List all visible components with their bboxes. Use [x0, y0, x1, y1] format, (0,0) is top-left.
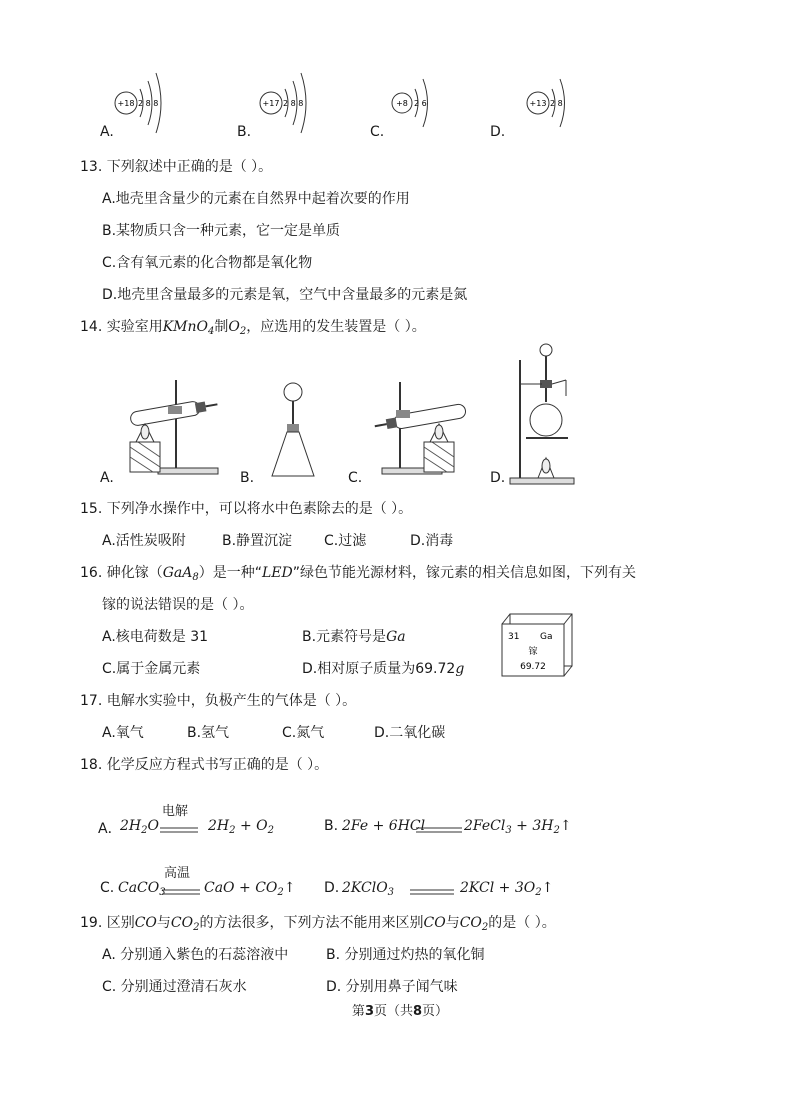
q18-a-condition: 电解	[162, 804, 189, 819]
q14-tail: ，应选用的发生装置是（ ）。	[246, 319, 426, 335]
apparatus-c	[372, 372, 482, 482]
q19-option-a[interactable]: A. 分别通入紫色的石蕊溶液中	[102, 947, 289, 963]
nucleus-a: +18	[117, 99, 135, 108]
q16-option-d[interactable]: D.相对原子质量为69.72g	[302, 661, 465, 677]
q15-option-a[interactable]: A.活性炭吸附	[102, 533, 186, 549]
gallium-element-tile	[500, 612, 576, 678]
atom-label-d[interactable]: D.	[490, 124, 506, 140]
q16-led: LED	[262, 565, 293, 581]
current-page: 3	[364, 1004, 374, 1019]
apparatus-b	[268, 380, 318, 480]
question-13-stem: 13. 下列叙述中正确的是（ ）。	[80, 159, 273, 175]
apparatus-d	[506, 340, 578, 488]
atom-diagram-c	[388, 65, 458, 135]
q16-option-a[interactable]: A.核电荷数是 31	[102, 629, 209, 645]
nucleus-b: +17	[262, 99, 280, 108]
apparatus-label-d[interactable]: D.	[490, 470, 506, 486]
total-pages: 8	[413, 1004, 423, 1019]
atom-diagram-d	[522, 65, 592, 135]
q16-option-c[interactable]: C.属于金属元素	[102, 661, 201, 677]
question-18-stem: 18. 化学反应方程式书写正确的是（ ）。	[80, 757, 329, 773]
page-footer: 第3页（共8页）	[351, 1004, 449, 1019]
q13-option-c[interactable]: C.含有氧元素的化合物都是氧化物	[102, 255, 313, 271]
tile-number: 31	[508, 632, 520, 642]
q17-option-d[interactable]: D.二氧化碳	[374, 725, 446, 741]
q17-option-c[interactable]: C.氮气	[282, 725, 325, 741]
q15-option-c[interactable]: C.过滤	[324, 533, 367, 549]
shells-c: 2 6	[414, 99, 427, 108]
q18-c-condition: 高温	[164, 866, 191, 881]
q14-o2: $O_2$	[228, 319, 247, 337]
question-17-stem: 17. 电解水实验中，负极产生的气体是（ ）。	[80, 693, 357, 709]
question-16-stem-line2: 镓的说法错误的是（ ）。	[102, 597, 254, 613]
q19-option-c[interactable]: C. 分别通过澄清石灰水	[102, 979, 247, 995]
q16-option-b[interactable]: B.元素符号是Ga	[302, 629, 406, 645]
question-14-stem	[80, 316, 426, 337]
q19-option-b[interactable]: B. 分别通过灼热的氧化铜	[326, 947, 485, 963]
q19-option-d[interactable]: D. 分别用鼻子闻气味	[326, 979, 458, 995]
atom-diagrams	[0, 60, 800, 150]
question-15-stem: 15. 下列净水操作中，可以将水中色素除去的是（ ）。	[80, 501, 413, 517]
tile-name: 镓	[528, 647, 538, 657]
atom-diagram-b	[255, 65, 325, 135]
q17-option-b[interactable]: B.氢气	[187, 725, 230, 741]
question-16-stem: 16. 砷化镓（GaA$_8$）是一种“LED”绿色节能光源材料，镓元素的相关信息如图，下列有关	[80, 565, 637, 583]
q14-formula: KMnO$_4$	[162, 319, 215, 337]
tile-mass: 69.72	[520, 662, 546, 672]
q14-mid: 制	[214, 319, 229, 335]
tile-symbol: Ga	[540, 632, 553, 642]
q15-option-d[interactable]: D.消毒	[410, 533, 454, 549]
atom-label-a[interactable]: A.	[100, 124, 114, 140]
q13-option-a[interactable]: A.地壳里含量少的元素在自然界中起着次要的作用	[102, 191, 410, 207]
nucleus-c: +8	[396, 99, 408, 108]
q15-option-b[interactable]: B.静置沉淀	[222, 533, 293, 549]
atom-label-c[interactable]: C.	[370, 124, 385, 140]
q18-option-c[interactable]: C. CaCO$_3$ 高温 CaO + $CO_2↑$	[100, 866, 300, 906]
apparatus-label-c[interactable]: C.	[348, 470, 363, 486]
question-19-stem: 19. 区别CO与$CO_2$的方法很多，下列方法不能用来区别CO与$CO_2$的是（ ）。	[80, 915, 556, 933]
shells-d: 2 8	[550, 99, 563, 108]
q18-option-b[interactable]: B. 2Fe + 6HCl 2FeCl$_3$ + $3H_2↑$	[324, 818, 572, 836]
q13-option-d[interactable]: D.地壳里含量最多的元素是氧，空气中含量最多的元素是氮	[102, 287, 468, 303]
apparatus-a	[118, 372, 228, 482]
q14-num: 14. 实验室用	[80, 319, 163, 335]
q17-option-a[interactable]: A.氧气	[102, 725, 144, 741]
nucleus-d: +13	[529, 99, 547, 108]
q18-option-a[interactable]: A． $2H_2O$ 电解 $2H_2 + O_2$	[98, 800, 278, 840]
shells-b: 2 8 8	[283, 99, 304, 108]
q13-option-b[interactable]: B.某物质只含一种元素，它一定是单质	[102, 223, 341, 239]
atom-label-b[interactable]: B.	[237, 124, 252, 140]
apparatus-label-b[interactable]: B.	[240, 470, 255, 486]
q18-option-d[interactable]: D. 2KClO$_3$ $2KCl + 3O_2↑$	[324, 880, 554, 898]
apparatus-label-a[interactable]: A.	[100, 470, 114, 486]
atom-diagram-a	[110, 65, 180, 135]
shells-a: 2 8 8	[138, 99, 159, 108]
q16-formula: GaA$_8$	[162, 565, 199, 583]
